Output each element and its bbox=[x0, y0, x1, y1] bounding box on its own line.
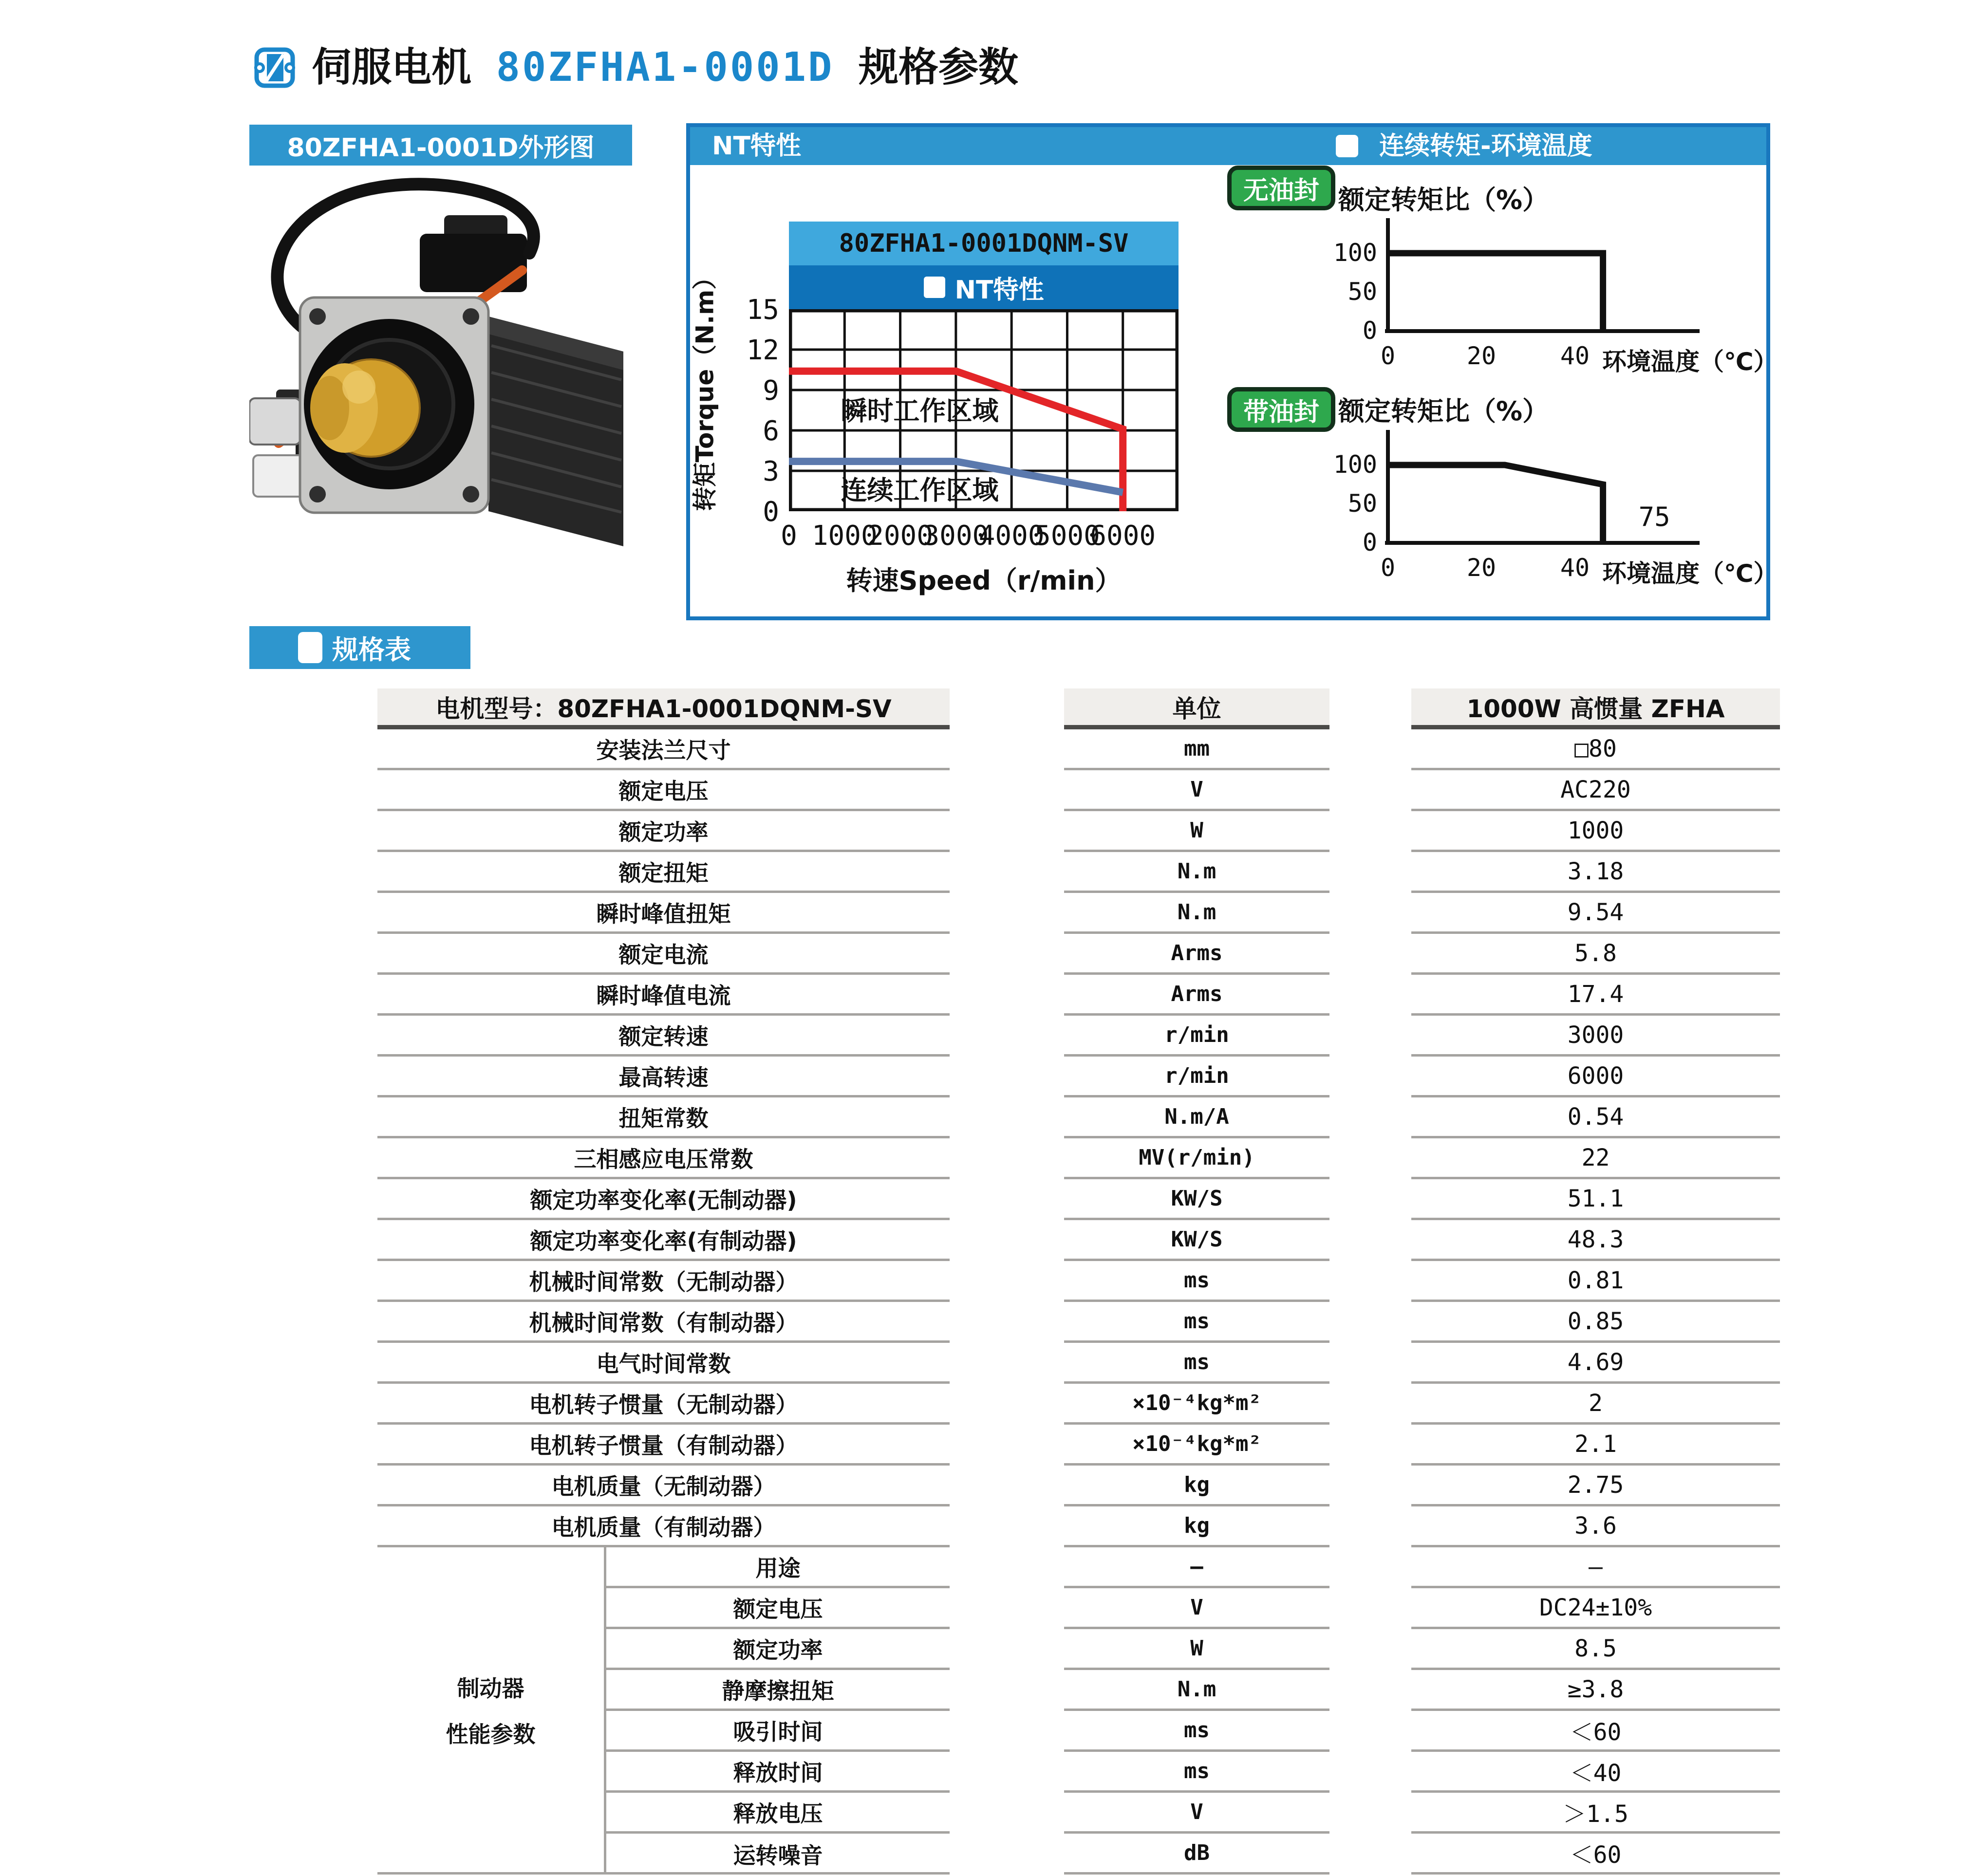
nt-chart-x-axis-title: 转速Speed（r/min） bbox=[846, 565, 1122, 596]
temp-chart-no-seal bbox=[1383, 214, 1704, 346]
spec-row-unit: kg bbox=[1064, 1506, 1329, 1547]
brake-row-unit: W bbox=[1064, 1629, 1329, 1670]
nt-chart-subtitle: NT特性 bbox=[954, 275, 1044, 305]
spec-row-value: 3.18 bbox=[1411, 852, 1780, 893]
brake-row-value: ≥3.8 bbox=[1411, 1670, 1780, 1711]
spec-row-name: 电气时间常数 bbox=[377, 1343, 950, 1384]
spec-row-unit: N.m bbox=[1064, 893, 1329, 934]
page-title-suffix: 规格参数 bbox=[858, 44, 1018, 91]
no-oil-seal-badge: 无油封 bbox=[1227, 166, 1335, 210]
spec-row-value: 0.85 bbox=[1411, 1302, 1780, 1343]
spec-row-name: 机械时间常数（无制动器） bbox=[377, 1261, 950, 1302]
nt-chart-y-axis-title: 转矩Torque（N.m） bbox=[691, 265, 719, 511]
spec-row-value: 1000 bbox=[1411, 811, 1780, 852]
brake-row-unit: V bbox=[1064, 1588, 1329, 1629]
brake-group-names bbox=[604, 1547, 950, 1872]
temp-chart-y-tick: 50 bbox=[1347, 489, 1377, 518]
with-oil-seal-badge: 带油封 bbox=[1227, 387, 1335, 432]
spec-row-name: 机械时间常数（有制动器） bbox=[377, 1302, 950, 1343]
spec-row-unit: KW/S bbox=[1064, 1179, 1329, 1220]
brake-row-name: 用途 bbox=[606, 1547, 950, 1588]
outline-panel-header-label: 80ZFHA1-0001D外形图 bbox=[287, 133, 595, 163]
nt-x-tick: 3000 bbox=[923, 520, 989, 552]
spec-row-unit: r/min bbox=[1064, 1016, 1329, 1057]
checkbox-icon bbox=[298, 632, 322, 663]
temp-chart-a-y-label: 额定转矩比（%） bbox=[1338, 185, 1549, 215]
temp-chart-y-tick: 100 bbox=[1333, 239, 1377, 267]
nt-x-tick: 1000 bbox=[811, 520, 878, 552]
spec-row-unit: Arms bbox=[1064, 934, 1329, 975]
nt-panel-header-left: NT特性 bbox=[712, 131, 801, 161]
spec-row-value: 3.6 bbox=[1411, 1506, 1780, 1547]
brake-row-unit: V bbox=[1064, 1793, 1329, 1834]
spec-table-header-label: 规格表 bbox=[332, 634, 411, 665]
brake-row-value: DC24±10% bbox=[1411, 1588, 1780, 1629]
spec-row-value: 48.3 bbox=[1411, 1220, 1780, 1261]
nt-y-tick: 15 bbox=[746, 294, 779, 326]
spec-row-name: 额定电压 bbox=[377, 770, 950, 811]
spec-row-value: 2.75 bbox=[1411, 1466, 1780, 1506]
brake-group-label bbox=[377, 1547, 604, 1872]
spec-row-unit: MV(r/min) bbox=[1064, 1138, 1329, 1179]
spec-row-unit: ms bbox=[1064, 1343, 1329, 1384]
column-header-unit: 单位 bbox=[1064, 688, 1329, 729]
motor-logo-icon bbox=[253, 46, 296, 89]
spec-row-unit: N.m bbox=[1064, 852, 1329, 893]
spec-row-name: 三相感应电压常数 bbox=[377, 1138, 950, 1179]
brake-parameter-group bbox=[377, 1547, 950, 1875]
spec-row-name: 额定功率 bbox=[377, 811, 950, 852]
temp-chart-x-tick: 40 bbox=[1560, 342, 1590, 370]
spec-row-name: 电机质量（无制动器） bbox=[377, 1466, 950, 1506]
spec-row-value: □80 bbox=[1411, 729, 1780, 770]
temp-chart-b-y-label: 额定转矩比（%） bbox=[1338, 396, 1549, 427]
column-header-model: 电机型号：80ZFHA1-0001DQNM-SV bbox=[377, 688, 950, 729]
brake-row-value: ＜60 bbox=[1411, 1711, 1780, 1752]
spec-row-unit: W bbox=[1064, 811, 1329, 852]
spec-row-name: 扭矩常数 bbox=[377, 1097, 950, 1138]
spec-row-unit: mm bbox=[1064, 729, 1329, 770]
spec-row-value: 22 bbox=[1411, 1138, 1780, 1179]
temp-chart-y-tick: 0 bbox=[1362, 528, 1377, 557]
nt-y-tick: 0 bbox=[763, 496, 779, 528]
nt-region-label: 瞬时工作区域 bbox=[841, 395, 999, 427]
spec-row-unit: ms bbox=[1064, 1261, 1329, 1302]
spec-row-value: 6000 bbox=[1411, 1057, 1780, 1097]
nt-x-tick: 4000 bbox=[978, 520, 1045, 552]
nt-chart-model-bar: 80ZFHA1-0001DQNM-SV bbox=[789, 222, 1179, 265]
column-header-value: 1000W 高惯量 ZFHA bbox=[1411, 688, 1780, 729]
nt-x-tick: 6000 bbox=[1090, 520, 1156, 552]
nt-x-tick: 5000 bbox=[1034, 520, 1100, 552]
brake-row-value: 8.5 bbox=[1411, 1629, 1780, 1670]
spec-row-unit: ms bbox=[1064, 1302, 1329, 1343]
checkbox-icon bbox=[1336, 135, 1358, 157]
brake-row-unit: N.m bbox=[1064, 1670, 1329, 1711]
spec-table-name-column bbox=[377, 688, 950, 1875]
brake-row-value: ＞1.5 bbox=[1411, 1793, 1780, 1834]
spec-row-name: 电机转子惯量（无制动器） bbox=[377, 1384, 950, 1425]
brake-row-name: 释放电压 bbox=[606, 1793, 950, 1834]
spec-row-value: AC220 bbox=[1411, 770, 1780, 811]
nt-x-tick: 2000 bbox=[867, 520, 933, 552]
page-title-model: 80ZFHA1-0001D bbox=[496, 44, 834, 91]
spec-row-name: 额定转速 bbox=[377, 1016, 950, 1057]
temp-chart-x-tick: 20 bbox=[1466, 342, 1497, 370]
spec-row-value: 51.1 bbox=[1411, 1179, 1780, 1220]
servo-motor-photo bbox=[249, 170, 632, 599]
spec-row-unit: ×10⁻⁴kg*m² bbox=[1064, 1425, 1329, 1466]
brake-row-value: — bbox=[1411, 1547, 1780, 1588]
nt-y-tick: 9 bbox=[763, 375, 779, 407]
page-title-prefix: 伺服电机 bbox=[312, 44, 472, 91]
spec-row-unit: r/min bbox=[1064, 1057, 1329, 1097]
nt-x-tick: 0 bbox=[781, 520, 797, 552]
nt-y-tick: 3 bbox=[763, 456, 779, 487]
nt-panel-header bbox=[690, 127, 1766, 165]
spec-row-value: 0.81 bbox=[1411, 1261, 1780, 1302]
spec-row-value: 9.54 bbox=[1411, 893, 1780, 934]
spec-row-name: 额定功率变化率(有制动器) bbox=[377, 1220, 950, 1261]
spec-row-name: 瞬时峰值电流 bbox=[377, 975, 950, 1016]
brake-row-name: 吸引时间 bbox=[606, 1711, 950, 1752]
spec-row-unit: KW/S bbox=[1064, 1220, 1329, 1261]
nt-panel-header-right: 连续转矩-环境温度 bbox=[1379, 131, 1592, 161]
brake-group-label-line: 制动器 bbox=[457, 1675, 524, 1702]
nt-region-label: 连续工作区域 bbox=[841, 475, 999, 506]
spec-table-value-column bbox=[1411, 688, 1780, 1875]
spec-row-value: 0.54 bbox=[1411, 1097, 1780, 1138]
brake-row-value: ＜60 bbox=[1411, 1834, 1780, 1875]
brake-group-label-line: 性能参数 bbox=[446, 1721, 536, 1747]
spec-row-value: 2.1 bbox=[1411, 1425, 1780, 1466]
brake-row-name: 额定功率 bbox=[606, 1629, 950, 1670]
temp-chart-a-x-label: 环境温度（℃） bbox=[1602, 348, 1778, 376]
spec-table-header-bar bbox=[249, 626, 470, 669]
spec-row-value: 4.69 bbox=[1411, 1343, 1780, 1384]
nt-y-tick: 12 bbox=[746, 334, 779, 366]
spec-row-value: 17.4 bbox=[1411, 975, 1780, 1016]
temp-chart-annotation: 75 bbox=[1638, 502, 1670, 532]
nt-y-tick: 6 bbox=[763, 415, 779, 447]
spec-row-value: 3000 bbox=[1411, 1016, 1780, 1057]
spec-row-unit: Arms bbox=[1064, 975, 1329, 1016]
spec-row-unit: N.m/A bbox=[1064, 1097, 1329, 1138]
spec-row-value: 5.8 bbox=[1411, 934, 1780, 975]
temp-chart-y-tick: 0 bbox=[1362, 316, 1377, 345]
brake-row-unit: dB bbox=[1064, 1834, 1329, 1875]
temp-chart-x-tick: 20 bbox=[1466, 554, 1497, 582]
spec-row-name: 最高转速 bbox=[377, 1057, 950, 1097]
temp-chart-y-tick: 50 bbox=[1347, 278, 1377, 306]
temp-chart-b-x-label: 环境温度（℃） bbox=[1602, 559, 1778, 588]
page-title bbox=[312, 46, 1018, 89]
spec-row-name: 额定扭矩 bbox=[377, 852, 950, 893]
spec-row-value: 2 bbox=[1411, 1384, 1780, 1425]
brake-row-name: 运转噪音 bbox=[733, 1842, 823, 1869]
spec-row-name: 安装法兰尺寸 bbox=[377, 729, 950, 770]
spec-row-name: 电机转子惯量（有制动器） bbox=[377, 1425, 950, 1466]
spec-row-unit: ×10⁻⁴kg*m² bbox=[1064, 1384, 1329, 1425]
brake-row-unit: ms bbox=[1064, 1752, 1329, 1793]
brake-row-unit: — bbox=[1064, 1547, 1329, 1588]
brake-row-unit: ms bbox=[1064, 1711, 1329, 1752]
spec-row-name: 电机质量（有制动器） bbox=[377, 1506, 950, 1547]
spec-row-unit: V bbox=[1064, 770, 1329, 811]
brake-row-value: ＜40 bbox=[1411, 1752, 1780, 1793]
spec-row-name: 额定功率变化率(无制动器) bbox=[377, 1179, 950, 1220]
spec-row-name: 额定电流 bbox=[377, 934, 950, 975]
checkbox-icon bbox=[924, 277, 945, 298]
outline-panel-header bbox=[249, 125, 632, 166]
temp-chart-x-tick: 40 bbox=[1560, 554, 1590, 582]
spec-table-unit-column bbox=[1064, 688, 1329, 1875]
brake-row-name: 额定电压 bbox=[606, 1588, 950, 1629]
temp-chart-x-tick: 0 bbox=[1380, 342, 1396, 370]
brake-row-name: 释放时间 bbox=[606, 1752, 950, 1793]
nt-chart-subtitle-bar bbox=[789, 265, 1179, 309]
temp-chart-with-seal bbox=[1383, 426, 1704, 557]
spec-row-unit: kg bbox=[1064, 1466, 1329, 1506]
temp-chart-y-tick: 100 bbox=[1333, 450, 1377, 479]
spec-row-name: 瞬时峰值扭矩 bbox=[377, 893, 950, 934]
temp-chart-x-tick: 0 bbox=[1380, 554, 1396, 582]
brake-row-name: 静摩擦扭矩 bbox=[606, 1670, 950, 1711]
